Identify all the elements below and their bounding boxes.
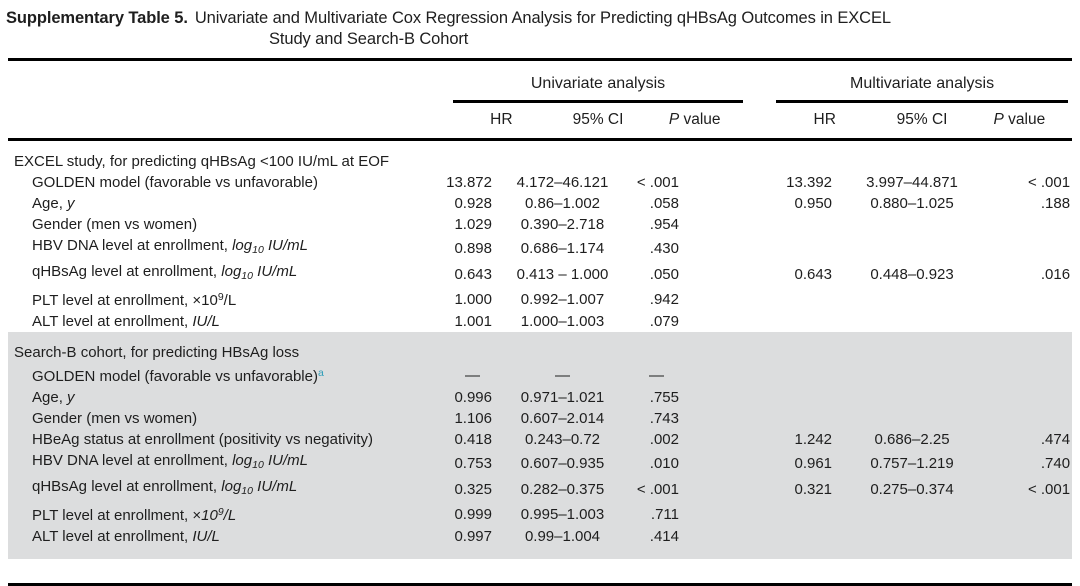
cell-univariate-pvalue: .954 (649, 216, 679, 233)
cell-univariate-ci: 0.282–0.375 (520, 480, 605, 498)
cell-univariate-ci: 0.607–2.014 (520, 410, 605, 427)
cell-multivariate-ci (837, 363, 987, 387)
univariate-group-header (445, 60, 767, 104)
column-gap (688, 363, 767, 387)
cell-multivariate-hr: 0.950 (794, 195, 833, 212)
cell-univariate-pvalue: .743 (649, 410, 679, 427)
cell-multivariate-pvalue: .740 (1040, 454, 1071, 472)
row-label: Gender (men vs women) (32, 410, 198, 427)
cell-multivariate-hr (767, 387, 837, 408)
cell-multivariate-hr: 0.961 (794, 454, 833, 472)
cell-univariate-pvalue: .755 (649, 389, 679, 406)
cell-univariate-pvalue: .002 (649, 431, 679, 448)
section-header-search-b: Search-B cohort, for predicting HBsAg loss (14, 344, 300, 361)
cell-univariate-pvalue: .050 (649, 265, 679, 283)
cell-multivariate-ci (837, 311, 987, 332)
cell-univariate-pvalue: .430 (649, 239, 679, 257)
cell-univariate-ci: 0.390–2.718 (520, 216, 605, 233)
cell-multivariate-hr (767, 408, 837, 429)
cell-univariate-ci: 1.000–1.003 (520, 313, 605, 330)
cell-multivariate-ci (837, 526, 987, 547)
row-label: Age, y (32, 389, 75, 406)
cell-multivariate-pvalue: .474 (1040, 431, 1071, 448)
cell-multivariate-pvalue: .016 (1040, 265, 1071, 283)
table-row (8, 526, 1072, 547)
header-corner-cell (8, 60, 445, 104)
cell-multivariate-hr (767, 526, 837, 547)
padding-cell (8, 547, 1072, 559)
cell-univariate-hr: — (465, 366, 480, 384)
cell-multivariate-pvalue (987, 235, 1072, 261)
cell-multivariate-hr (767, 214, 837, 235)
col-header-uni-pvalue: P value (668, 111, 721, 128)
table-caption (0, 0, 1080, 50)
column-gap (688, 526, 767, 547)
cox-regression-table (8, 58, 1072, 586)
cell-multivariate-hr: 1.242 (794, 431, 833, 448)
table-row (8, 172, 1072, 193)
row-label: Age, y (32, 195, 75, 212)
column-gap (688, 214, 767, 235)
cell-univariate-ci: 0.243–0.72 (524, 431, 601, 448)
column-gap (688, 429, 767, 450)
cell-univariate-hr: 0.418 (454, 431, 492, 448)
cell-multivariate-hr (767, 502, 837, 526)
cell-univariate-pvalue: .079 (649, 313, 679, 330)
caption-text: Univariate and Multivariate Cox Regression Analysis for Predicting qHBsAg Outcomes in EXCEL (194, 9, 891, 27)
cell-multivariate-ci (837, 214, 987, 235)
column-gap (688, 476, 767, 502)
row-label: PLT level at enrollment, $\times 10^9/L$ (32, 291, 237, 309)
cell-univariate-hr: 0.996 (454, 389, 492, 406)
cell-univariate-hr: 0.997 (454, 528, 492, 545)
row-label: GOLDEN model (favorable vs unfavorable) (32, 174, 318, 191)
cell-univariate-pvalue: .010 (649, 454, 679, 472)
section2-bottom-padding (8, 547, 1072, 559)
cell-multivariate-ci: 0.757–1.219 (870, 454, 954, 472)
cell-univariate-ci: 0.971–1.021 (520, 389, 605, 406)
row-label: qHBsAg level at enrollment, $\log_{10} IU/mL$ (32, 263, 298, 282)
table-row (8, 502, 1072, 526)
cell-univariate-hr: 1.029 (454, 216, 492, 233)
table-row (8, 193, 1072, 214)
table-row (8, 214, 1072, 235)
cell-univariate-hr: 1.001 (454, 313, 492, 330)
cell-univariate-ci: — (555, 366, 570, 384)
cell-univariate-hr: 0.928 (454, 195, 492, 212)
col-header-multi-ci: 95% CI (896, 111, 948, 128)
cell-univariate-pvalue: — (649, 366, 664, 384)
table-row (8, 408, 1072, 429)
column-gap (688, 235, 767, 261)
cell-univariate-pvalue: < .001 (636, 480, 679, 498)
cell-univariate-hr: 1.106 (454, 410, 492, 427)
header-corner-cell (8, 103, 445, 140)
row-label: qHBsAg level at enrollment, $\log_{10} IU/mL$ (32, 478, 298, 497)
cell-multivariate-pvalue (987, 311, 1072, 332)
section-search-b-cohort (8, 332, 1072, 559)
caption-line1 (6, 8, 1070, 29)
section-excel-study (8, 140, 1072, 333)
cell-univariate-hr: 13.872 (446, 174, 492, 191)
column-gap (688, 450, 767, 476)
cell-univariate-ci: 0.86–1.002 (524, 195, 601, 212)
row-label: ALT level at enrollment, IU/L (32, 313, 220, 330)
column-gap (688, 287, 767, 311)
cell-univariate-pvalue: .058 (649, 195, 679, 212)
group-header-row (8, 60, 1072, 104)
col-header-multi-pvalue: P value (993, 111, 1046, 128)
cell-multivariate-pvalue: < .001 (1027, 174, 1071, 191)
table-row (8, 387, 1072, 408)
univariate-column-headers (445, 103, 767, 140)
cell-multivariate-pvalue (987, 363, 1072, 387)
column-gap (688, 408, 767, 429)
row-label: ALT level at enrollment, IU/L (32, 528, 220, 545)
table-number-label: Supplementary Table 5. (6, 9, 188, 27)
univariate-group-label: Univariate analysis (453, 75, 743, 103)
table-row (8, 363, 1072, 387)
section-header-excel: EXCEL study, for predicting qHBsAg <100 IU/mL at EOF (14, 153, 390, 170)
cell-multivariate-ci: 0.448–0.923 (870, 265, 954, 283)
multivariate-group-label: Multivariate analysis (776, 75, 1068, 103)
cell-univariate-ci: 0.995–1.003 (520, 505, 605, 523)
col-header-uni-ci: 95% CI (572, 111, 624, 128)
spacer-cell (8, 559, 1072, 585)
cell-univariate-hr: 1.000 (454, 290, 492, 308)
cell-multivariate-ci (837, 235, 987, 261)
cell-univariate-pvalue: .414 (649, 528, 679, 545)
column-header-row (8, 103, 1072, 140)
footnote-a-link[interactable]: a (317, 367, 324, 379)
row-label-text: GOLDEN model (favorable vs unfavorable) (32, 368, 318, 385)
cell-univariate-pvalue: .942 (649, 290, 679, 308)
col-header-multi-hr: HR (813, 111, 836, 128)
cell-univariate-ci: 0.992–1.007 (520, 290, 605, 308)
cell-multivariate-pvalue (987, 502, 1072, 526)
table-row (8, 450, 1072, 476)
cell-multivariate-hr: 0.321 (794, 480, 833, 498)
table-header (8, 60, 1072, 140)
cell-multivariate-hr: 13.392 (786, 174, 833, 191)
row-label: HBeAg status at enrollment (positivity vs negativity) (32, 431, 373, 448)
column-gap (688, 172, 767, 193)
table-row (8, 287, 1072, 311)
column-gap (688, 502, 767, 526)
cell-multivariate-hr (767, 363, 837, 387)
cell-univariate-hr: 0.753 (454, 454, 492, 472)
column-gap (688, 193, 767, 214)
cell-multivariate-pvalue (987, 387, 1072, 408)
row-label: PLT level at enrollment, $\times 10^9/L$ (32, 506, 237, 524)
row-label: Gender (men vs women) (32, 216, 198, 233)
table-row (8, 311, 1072, 332)
row-label (8, 363, 445, 387)
table-bottom-spacer (8, 559, 1072, 585)
cell-multivariate-hr (767, 311, 837, 332)
cell-multivariate-ci: 0.686–2.25 (874, 431, 950, 448)
section-header-row (8, 140, 1072, 173)
cell-univariate-ci: 0.607–0.935 (520, 454, 605, 472)
spacer-row (8, 559, 1072, 585)
col-header-uni-hr: HR (490, 111, 513, 128)
cell-univariate-hr: 0.999 (454, 505, 492, 523)
cell-multivariate-ci (837, 408, 987, 429)
cell-univariate-ci: 4.172–46.121 (516, 174, 609, 191)
cell-multivariate-pvalue (987, 287, 1072, 311)
multivariate-group-header (767, 60, 1072, 104)
cell-univariate-ci: 0.99–1.004 (524, 528, 601, 545)
caption-line2: Study and Search-B Cohort (269, 30, 469, 48)
cell-univariate-ci: 0.413 – 1.000 (516, 265, 609, 283)
cell-multivariate-ci: 3.997–44.871 (866, 174, 958, 191)
row-label: HBV DNA level at enrollment, $\log_{10} IU/mL$ (32, 237, 308, 256)
table-row (8, 476, 1072, 502)
row-label: HBV DNA level at enrollment, $\log_{10} IU/mL$ (32, 452, 308, 471)
column-gap (688, 261, 767, 287)
table-row (8, 429, 1072, 450)
cell-multivariate-ci (837, 387, 987, 408)
multivariate-column-headers (767, 103, 1072, 140)
cell-multivariate-pvalue: < .001 (1027, 480, 1071, 498)
section-header-row (8, 332, 1072, 363)
cell-univariate-hr: 0.325 (454, 480, 492, 498)
cell-univariate-hr: 0.898 (454, 239, 492, 257)
cell-multivariate-ci (837, 287, 987, 311)
cell-univariate-ci: 0.686–1.174 (520, 239, 605, 257)
cell-multivariate-ci (837, 502, 987, 526)
column-gap (688, 311, 767, 332)
table-row (8, 261, 1072, 287)
cell-multivariate-ci: 0.880–1.025 (870, 195, 954, 212)
column-gap (688, 387, 767, 408)
cell-multivariate-hr: 0.643 (794, 265, 833, 283)
cell-univariate-hr: 0.643 (454, 265, 492, 283)
cell-univariate-pvalue: < .001 (636, 174, 679, 191)
cell-multivariate-hr (767, 287, 837, 311)
cell-multivariate-pvalue (987, 526, 1072, 547)
cell-univariate-pvalue: .711 (650, 505, 679, 523)
cell-multivariate-pvalue (987, 214, 1072, 235)
cell-multivariate-pvalue: .188 (1040, 195, 1071, 212)
table-row (8, 235, 1072, 261)
cell-multivariate-hr (767, 235, 837, 261)
cell-multivariate-pvalue (987, 408, 1072, 429)
cell-multivariate-ci: 0.275–0.374 (870, 480, 954, 498)
